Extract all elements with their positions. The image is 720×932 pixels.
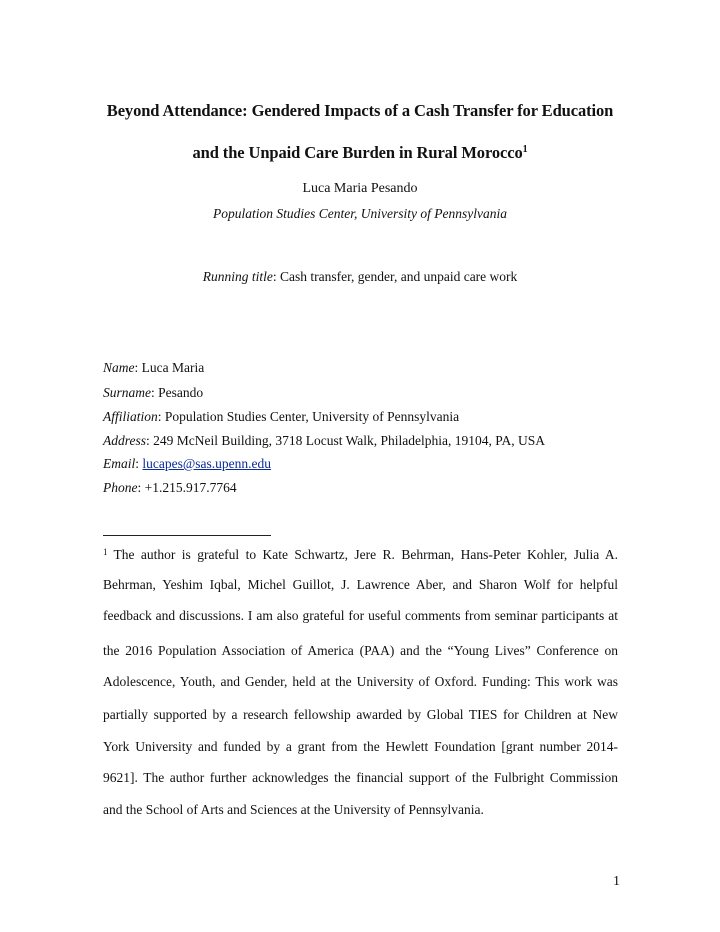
contact-affiliation-value: : Population Studies Center, University of Pennsylvania [157,409,460,424]
paper-title-line-2-text: and the Unpaid Care Burden in Rural Morocco [192,143,523,162]
author-affiliation: Population Studies Center, University of Pennsylvania [213,206,507,221]
contact-email-sep: : [135,456,143,471]
footnote-line: Behrman, Yeshim Iqbal, Michel Guillot, J. Lawrence Aber, and Sharon Wolf for helpful [103,577,618,592]
contact-email [103,455,271,473]
running-title-label: Running title [202,269,273,284]
footnote-line: and the School of Arts and Sciences at the University of Pennsylvania. [103,802,484,817]
contact-name [103,359,204,377]
footnote-line: the 2016 Population Association of America (PAA) and the “Young Lives” Conference on [103,643,618,658]
contact-phone-value: : +1.215.917.7764 [137,480,237,495]
footnote-line: feedback and discussions. I am also grateful for useful comments from seminar participants at [103,608,618,623]
contact-phone [103,479,237,497]
contact-address-label: Address [103,433,146,448]
footnote-line [103,546,618,564]
footnote-divider [103,535,271,536]
contact-affiliation-label: Affiliation [103,409,158,424]
running-title-value: Cash transfer, gender, and unpaid care work [276,269,518,284]
footnote-marker: 1 [103,547,108,557]
contact-phone-label: Phone [103,480,138,495]
running-title [60,268,660,286]
footnote-line: Adolescence, Youth, and Gender, held at the University of Oxford. Funding: This work was [103,674,618,689]
title-footnote-marker[interactable]: 1 [522,144,528,155]
paper-title-line-1: Beyond Attendance: Gendered Impacts of a Cash Transfer for Education [106,101,614,120]
paper-title-line-2 [60,143,660,163]
footnote-line: 9621]. The author further acknowledges the financial support of the Fulbright Commission [103,770,618,785]
footnote-line: York University and funded by a grant from the Hewlett Foundation [grant number 2014- [103,739,618,754]
contact-name-label: Name [103,360,135,375]
contact-affiliation [103,408,459,426]
page-number: 1 [613,874,620,889]
running-title-sep: : [272,269,277,284]
author-name: Luca Maria Pesando [302,181,418,196]
contact-name-value: : Luca Maria [134,360,205,375]
contact-surname [103,384,203,402]
contact-address-value: : 249 McNeil Building, 3718 Locust Walk, Philadelphia, 19104, PA, USA [146,433,546,448]
footnote-line-text: The author is grateful to Kate Schwartz, Jere R. Behrman, Hans-Peter Kohler, Julia A. [113,547,618,562]
contact-email-label: Email [103,456,136,471]
contact-surname-label: Surname [103,385,151,400]
contact-surname-value: : Pesando [151,385,204,400]
footnote-line: partially supported by a research fellowship awarded by Global TIES for Children at New [103,707,618,722]
email-link[interactable]: lucapes@sas.upenn.edu [142,456,272,471]
contact-address [103,432,545,450]
